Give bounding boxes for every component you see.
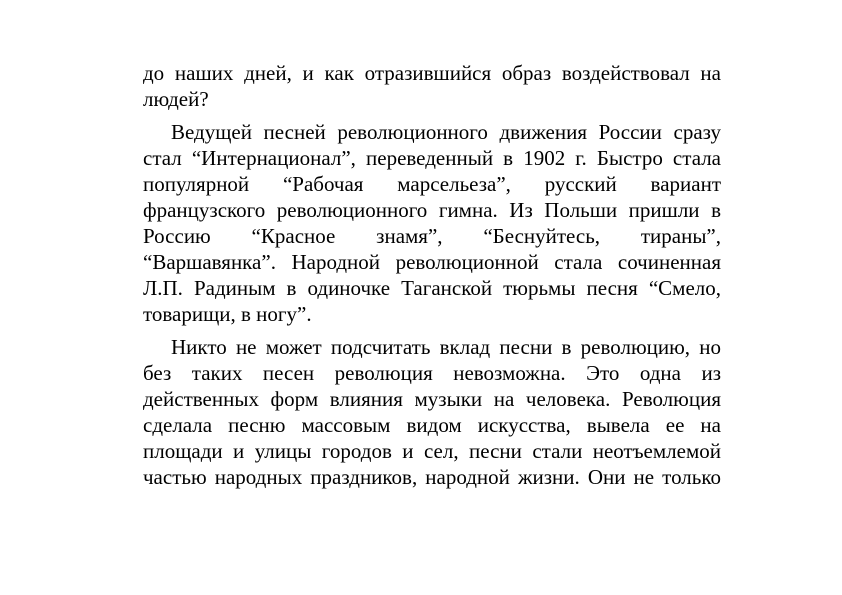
text-line: частью народных праздников, народной жизни. Они не только <box>143 465 721 489</box>
text-line: “Варшавянка”. Народной революционной стала сочиненная <box>143 250 721 274</box>
text-line: без таких песен революция невозможна. Это одна из <box>143 361 721 385</box>
text-line: площади и улицы городов и сел, песни стали неотъемлемой <box>143 439 721 463</box>
paragraph-1 <box>143 60 721 112</box>
text-line: Л.П. Радиным в одиночке Таганской тюрьмы песня “Смело, <box>143 276 721 300</box>
text-line: людей? <box>143 87 209 111</box>
text-line: действенных форм влияния музыки на человека. Революция <box>143 387 721 411</box>
text-line: французского революционного гимна. Из Польши пришли в <box>143 198 721 222</box>
text-line: Никто не может подсчитать вклад песни в революцию, но <box>171 335 721 359</box>
paragraph-2 <box>143 119 721 327</box>
text-line: до наших дней, и как отразившийся образ воздействовал на <box>143 61 721 85</box>
text-line: Россию “Красное знамя”, “Беснуйтесь, тираны”, <box>143 224 721 248</box>
paragraph-3 <box>143 334 721 490</box>
text-line: Ведущей песней революционного движения России сразу <box>171 120 721 144</box>
text-body <box>143 60 721 490</box>
text-line: товарищи, в ногу”. <box>143 302 312 326</box>
text-line: популярной “Рабочая марсельеза”, русский вариант <box>143 172 721 196</box>
text-line: стал “Интернационал”, переведенный в 1902 г. Быстро стала <box>143 146 721 170</box>
text-line: сделала песню массовым видом искусства, вывела ее на <box>143 413 721 437</box>
